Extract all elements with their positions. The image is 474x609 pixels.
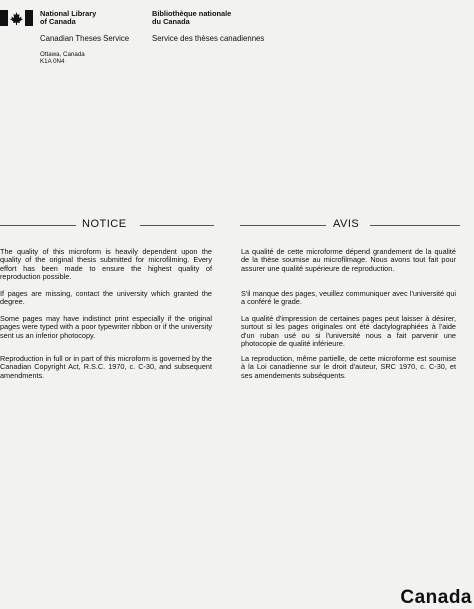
avis-missing-pages-paragraph: S'il manque des pages, veuillez communiquer avec l'université qui a conféré le grade. [241, 289, 456, 307]
canada-wordmark: Canada [400, 587, 472, 608]
avis-quality-paragraph: La qualité de cette microforme dépend grandement de la qualité de la thèse soumise au microfilmage. Nous avons tout fait pour assurer une qualité supérieure de reproduction. [241, 247, 456, 273]
address-city: Ottawa, Canada [40, 51, 85, 58]
service-name-fr: Service des thèses canadiennes [152, 34, 265, 43]
avis-print-quality-paragraph: La qualité d'impression de certaines pages peut laisser à désirer, surtout si les pages originales ont été dactylographiées à l'aide d'un ruban usé ou si l'université nous a fait parvenir une photocopie de qualité inférieure. [241, 314, 456, 348]
notice-heading: NOTICE [82, 218, 127, 230]
notice-copyright-paragraph: Reproduction in full or in part of this microform is governed by the Canadian Copyright Act, R.S.C. 1970, c. C-30, and subsequent amendments. [0, 354, 212, 380]
canada-flag-icon [0, 10, 33, 26]
service-name-en: Canadian Theses Service [40, 34, 130, 43]
notice-quality-paragraph: The quality of this microform is heavily dependent upon the quality of the original thesis submitted for microfilming. Every effort has been made to ensure the highest quality of reproduction possible. [0, 247, 212, 281]
avis-rule-right [370, 225, 460, 226]
address-postal-code: K1A 0N4 [40, 58, 65, 65]
avis-heading: AVIS [333, 218, 360, 230]
library-name-en-line1: National Library [40, 9, 97, 18]
notice-rule-left [0, 225, 76, 226]
library-name-fr-line2: du Canada [152, 17, 190, 26]
avis-copyright-paragraph: La reproduction, même partielle, de cette microforme est soumise à la Loi canadienne sur le droit d'auteur, SRC 1970, c. C-30, et ses amendements subséquents. [241, 354, 456, 380]
library-name-en [40, 10, 96, 26]
address [40, 51, 85, 65]
notice-rule-right [140, 225, 214, 226]
library-name-fr [152, 10, 231, 26]
library-name-fr-line1: Bibliothèque nationale [152, 9, 232, 18]
library-name-en-line2: of Canada [40, 17, 76, 26]
avis-rule-left [240, 225, 326, 226]
notice-indistinct-print-paragraph: Some pages may have indistinct print especially if the original pages were typed with a poor typewriter ribbon or if the university sent us an inferior photocopy. [0, 314, 212, 340]
notice-missing-pages-paragraph: If pages are missing, contact the university which granted the degree. [0, 289, 212, 307]
